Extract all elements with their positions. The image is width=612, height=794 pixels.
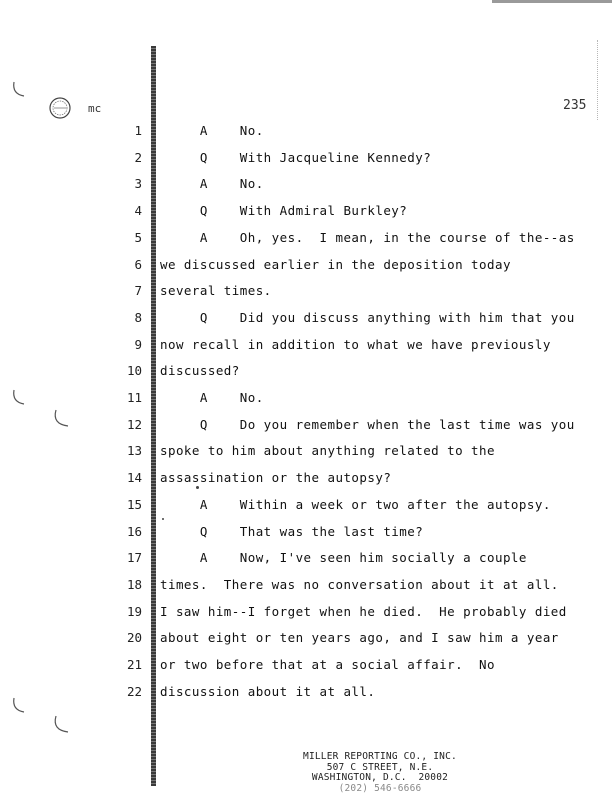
transcript-line: [0, 443, 612, 463]
transcript-line: [0, 657, 612, 677]
line-text: Q Do you remember when the last time was you: [160, 416, 575, 432]
line-text: I saw him--I forget when he died. He probably died: [160, 603, 567, 619]
line-number: 13: [126, 443, 142, 459]
line-number: 20: [126, 630, 142, 646]
line-number: 10: [126, 363, 142, 379]
punch-hole-bottom-inner: [50, 714, 72, 736]
line-text: A Now, I've seen him socially a couple: [160, 550, 527, 566]
line-text: Q With Jacqueline Kennedy?: [160, 149, 432, 165]
transcript-line: [0, 390, 612, 410]
line-text: discussion about it at all.: [160, 683, 376, 699]
line-number: 22: [126, 683, 142, 699]
line-text: A No.: [160, 176, 264, 192]
line-number: 4: [134, 203, 142, 219]
transcript-line: [0, 283, 612, 303]
transcript-line: [0, 363, 612, 383]
line-text: now recall in addition to what we have previously: [160, 336, 551, 352]
transcript-line: [0, 230, 612, 250]
transcript-line: [0, 550, 612, 570]
transcript-line: [0, 470, 612, 490]
transcript-line: [0, 310, 612, 330]
line-number: 9: [134, 336, 142, 352]
reporter-seal-icon: [48, 96, 72, 120]
line-number: 16: [126, 523, 142, 539]
line-number: 17: [126, 550, 142, 566]
footer-street: 507 C STREET, N.E.: [326, 761, 434, 773]
transcript-line: [0, 257, 612, 277]
page-number: 235: [563, 98, 587, 113]
stray-mark: [162, 518, 164, 520]
line-text: or two before that at a social affair. No: [160, 657, 495, 672]
line-number: 6: [134, 256, 142, 272]
line-number: 3: [134, 176, 142, 192]
line-text: A Within a week or two after the autopsy.: [160, 496, 551, 512]
punch-hole-top: [10, 80, 32, 102]
line-number: 18: [126, 576, 142, 592]
line-text: we discussed earlier in the deposition today: [160, 256, 511, 272]
line-text: about eight or ten years ago, and I saw him a year: [160, 630, 559, 646]
line-number: 11: [126, 390, 142, 405]
line-number: 7: [134, 283, 142, 299]
line-text: A No.: [160, 123, 264, 138]
line-text: Q That was the last time?: [160, 523, 424, 539]
transcript-line: [0, 630, 612, 650]
line-text: assassination or the autopsy?: [160, 470, 392, 486]
line-text: spoke to him about anything related to the: [160, 443, 495, 459]
transcript-line: [0, 577, 612, 597]
transcript-line: [0, 684, 612, 704]
footer-city: WASHINGTON, D.C. 20002: [311, 772, 449, 783]
top-edge-rule: [492, 0, 612, 3]
footer-company: MILLER REPORTING CO., INC.: [303, 751, 457, 762]
transcript-line: [0, 417, 612, 437]
line-text: Q Did you discuss anything with him that you: [160, 309, 575, 325]
reporter-initials: mc: [88, 102, 102, 115]
line-text: Q With Admiral Burkley?: [160, 203, 408, 219]
transcript-line: [0, 176, 612, 196]
reporter-footer: [270, 751, 490, 794]
line-text: A No.: [160, 390, 264, 405]
line-number: 19: [126, 603, 142, 619]
transcript-line: [0, 604, 612, 624]
footer-phone: (202) 546-6666: [338, 782, 422, 794]
line-text: A Oh, yes. I mean, in the course of the--as: [160, 229, 575, 245]
transcript-line: [0, 524, 612, 544]
line-number: 1: [134, 123, 142, 138]
line-number: 12: [126, 416, 142, 432]
transcript-line: [0, 203, 612, 223]
line-text: discussed?: [160, 363, 240, 379]
line-number: 5: [134, 229, 142, 245]
stray-mark: [196, 486, 199, 489]
line-number: 14: [126, 470, 142, 486]
right-edge-marks: [597, 40, 604, 120]
line-number: 15: [126, 496, 142, 512]
line-number: 21: [126, 657, 142, 672]
transcript-line: [0, 497, 612, 517]
line-number: 8: [134, 309, 142, 325]
line-text: several times.: [160, 283, 272, 299]
line-text: times. There was no conversation about it at all.: [160, 576, 559, 592]
transcript-line: [0, 337, 612, 357]
line-number: 2: [134, 149, 142, 165]
transcript-line: [0, 123, 612, 143]
transcript-line: [0, 150, 612, 170]
